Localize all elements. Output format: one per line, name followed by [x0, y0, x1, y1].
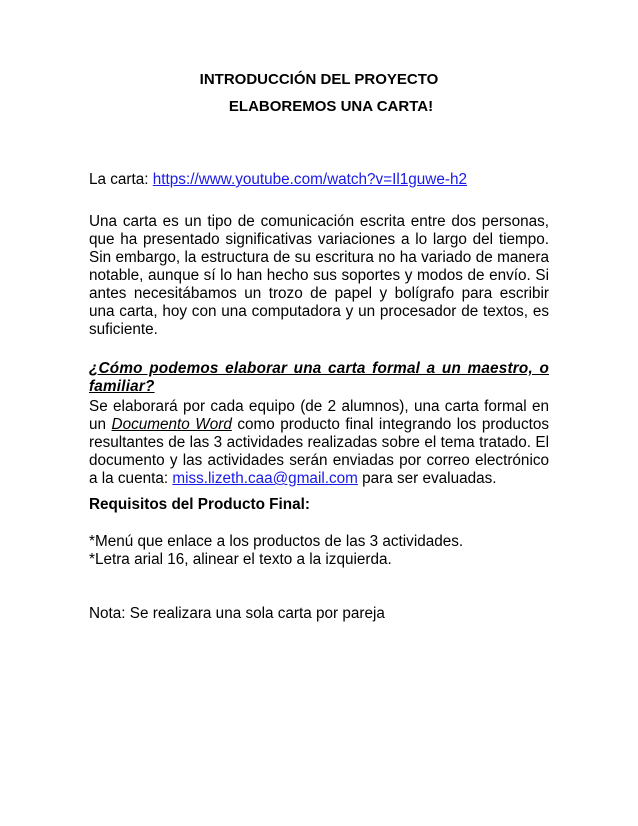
note-text: Nota: Se realizara una sola carta por pareja: [89, 605, 385, 622]
instructions-text-1: Se elaborará por cada equipo (de 2 alumnos), una carta formal en un: [89, 398, 549, 433]
project-subtitle: ELABOREMOS UNA CARTA!: [228, 98, 434, 115]
instructions-text-3: para ser evaluadas.: [357, 470, 497, 487]
requirement-item: *Letra arial 16, alinear el texto a la izquierda.: [89, 551, 392, 568]
instructions-text-2: como producto final integrando los productos resultantes de las 3 actividades realizadas sobre el tema tratado. El documento y las actividades serán enviadas por correo electrónico a la cuenta:: [89, 416, 549, 487]
requirement-item: *Menú que enlace a los productos de las 3 actividades.: [89, 533, 464, 550]
instructions-paragraph: [89, 398, 549, 488]
email-link[interactable]: miss.lizeth.caa@gmail.com: [172, 470, 358, 487]
guiding-question: ¿Cómo podemos elaborar una carta formal a un maestro, o familiar?: [89, 360, 549, 395]
video-label: La carta:: [89, 171, 153, 188]
intro-paragraph: Una carta es un tipo de comunicación escrita entre dos personas, que ha presentado significativas variaciones a lo largo del tiempo. Sin embargo, la estructura de su escritura no ha variado de manera notable, aunque sí lo han hecho sus soportes y modos de envío. Si antes necesitábamos un trozo de papel y bolígrafo para escribir una carta, hoy con una computadora y un procesador de textos, es suficiente.: [89, 213, 549, 338]
video-line: [89, 171, 549, 189]
video-link[interactable]: https://www.youtube.com/watch?v=Il1guwe-h2: [152, 171, 467, 188]
project-title: INTRODUCCIÓN DEL PROYECTO: [199, 71, 439, 88]
document-word-term: Documento Word: [111, 416, 232, 433]
requirements-heading: Requisitos del Producto Final:: [89, 496, 310, 513]
